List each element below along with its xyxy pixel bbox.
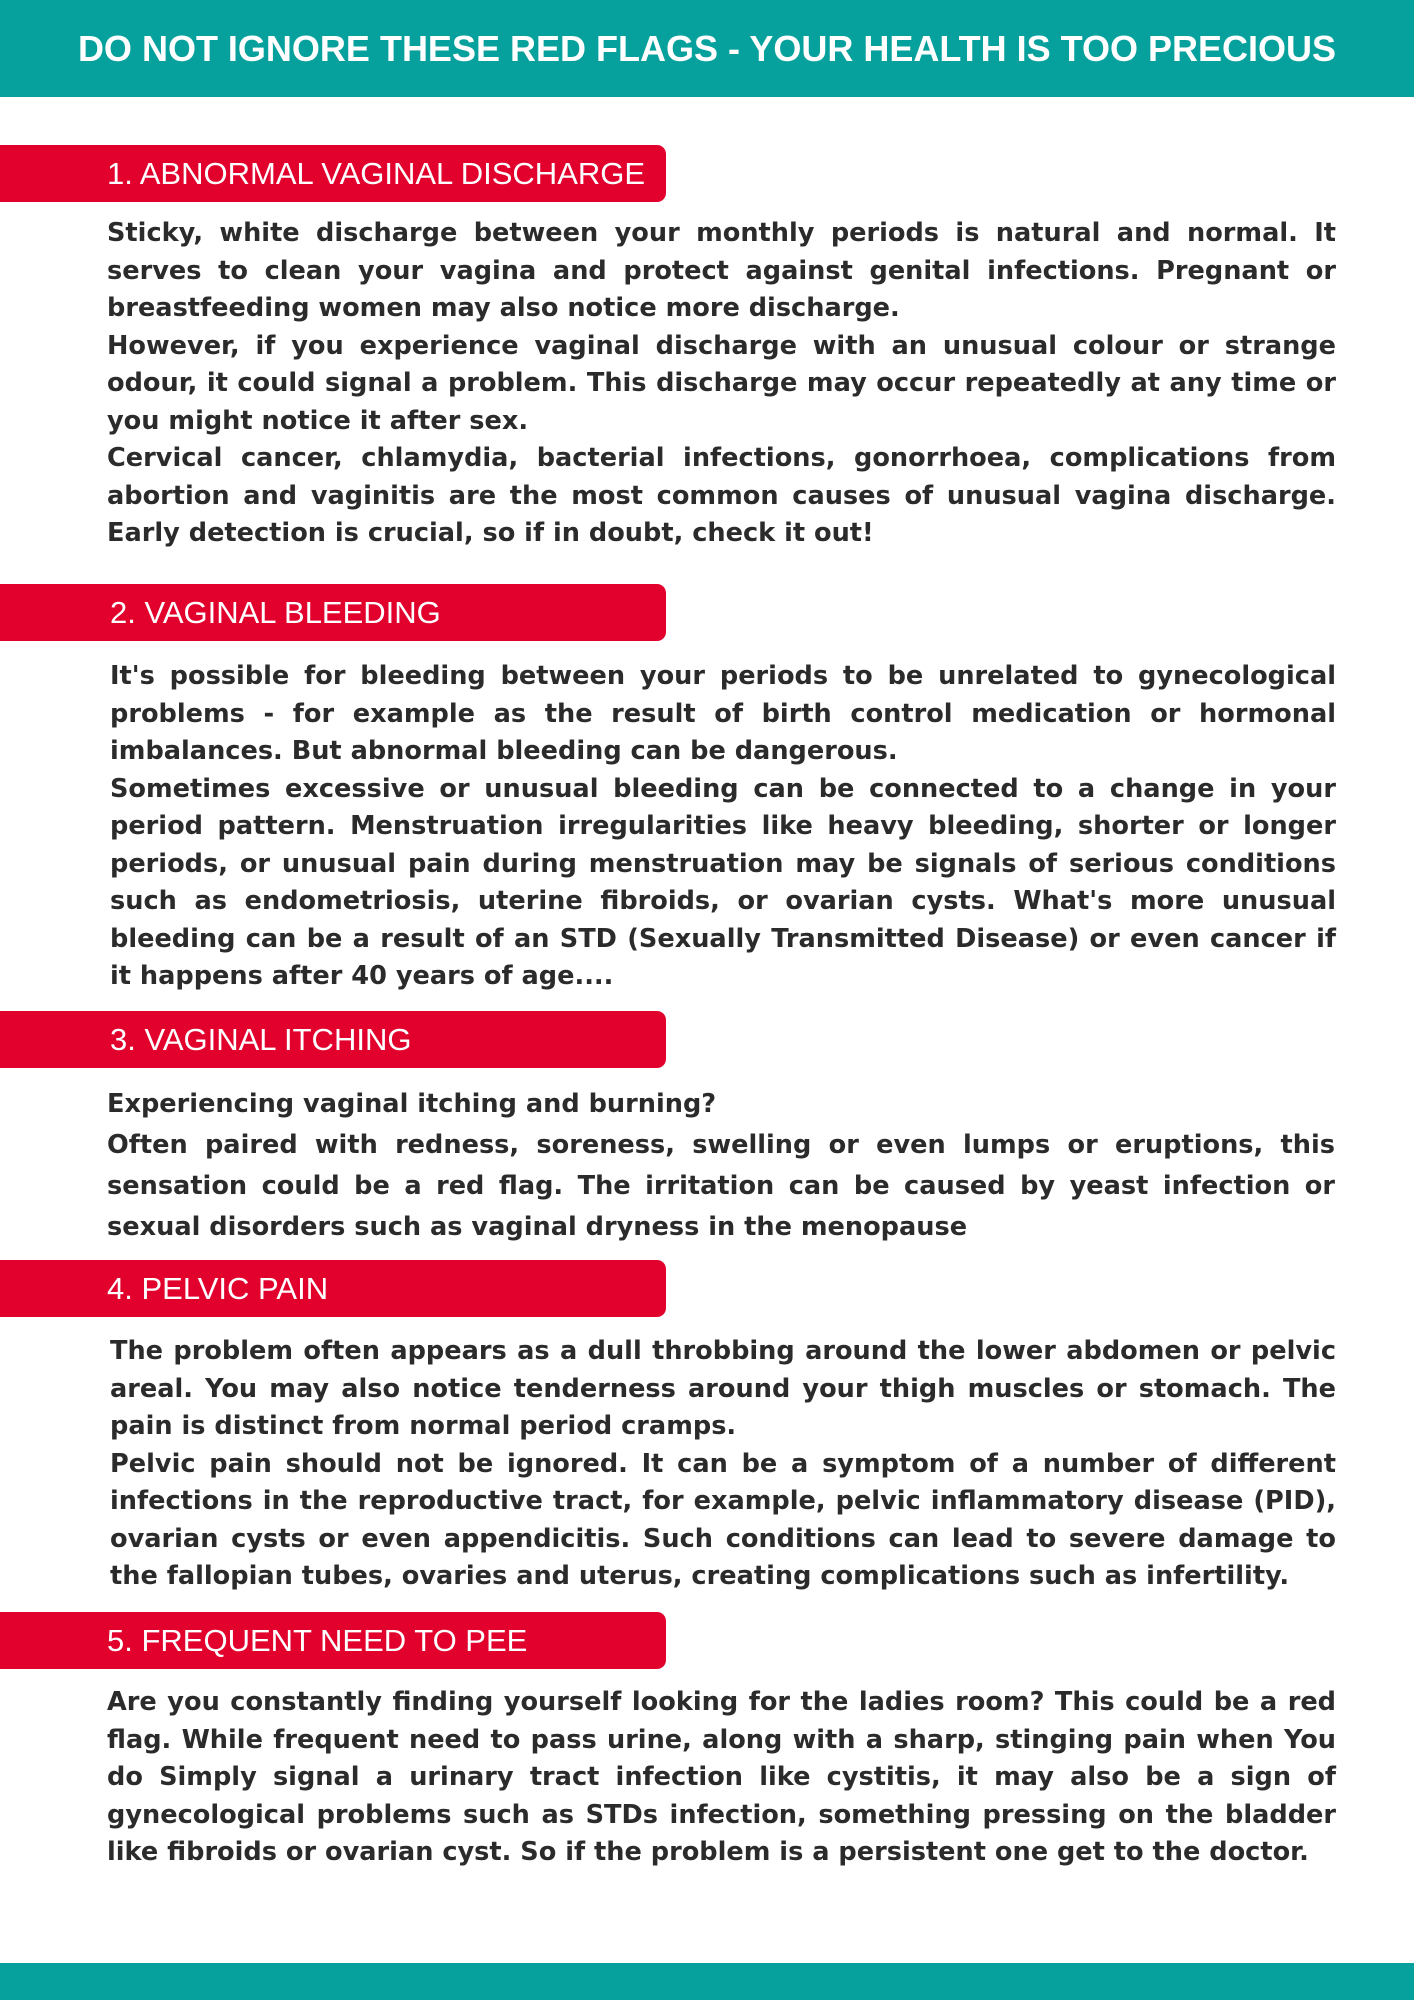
section-header-pelvic-pain bbox=[0, 1260, 666, 1317]
section-heading: 5. FREQUENT NEED TO PEE bbox=[107, 1622, 528, 1658]
section-header-vaginal-bleeding bbox=[0, 584, 666, 641]
section-heading: 4. PELVIC PAIN bbox=[107, 1270, 329, 1306]
top-banner bbox=[0, 0, 1414, 97]
section-body-vaginal-itching bbox=[107, 1084, 1335, 1248]
paragraph: Are you constantly finding yourself looking for the ladies room? This could be a red flag. While frequent need to pass urine, along with a sharp, stinging pain when You do Simply signal a urinary tract infection like cystitis, it may also be a sign of gynecological problems such as STDs infection, something pressing on the bladder like fibroids or ovarian cyst. So if the problem is a persistent one get to the doctor. bbox=[107, 1687, 1336, 1867]
section-header-abnormal-discharge bbox=[0, 145, 666, 202]
paragraph: The problem often appears as a dull throbbing around the lower abdomen or pelvic areal. You may also notice tenderness around your thigh muscles or stomach. The pain is distinct from normal period cramps. bbox=[110, 1336, 1336, 1441]
paragraph: Often paired with redness, soreness, swelling or even lumps or eruptions, this sensation could be a red flag. The irritation can be caused by yeast infection or sexual disorders such as vaginal dryness in the menopause bbox=[107, 1130, 1335, 1242]
section-heading: 2. VAGINAL BLEEDING bbox=[110, 594, 441, 630]
paragraph: Experiencing vaginal itching and burning? bbox=[107, 1089, 717, 1119]
paragraph: Cervical cancer, chlamydia, bacterial infections, gonorrhoea, complications from abortion and vaginitis are the most common causes of unusual vagina discharge. Early detection is crucial, so if in doubt, check it out! bbox=[107, 443, 1336, 548]
section-body-vaginal-bleeding bbox=[110, 658, 1336, 996]
section-heading: 1. ABNORMAL VAGINAL DISCHARGE bbox=[107, 155, 646, 191]
section-header-vaginal-itching bbox=[0, 1011, 666, 1068]
section-body-abnormal-discharge bbox=[107, 215, 1336, 553]
paragraph: Pelvic pain should not be ignored. It can be a symptom of a number of different infections in the reproductive tract, for example, pelvic inflammatory disease (PID), ovarian cysts or even appendicitis. Such conditions can lead to severe damage to the fallopian tubes, ovaries and uterus, creating complications such as infertility. bbox=[110, 1448, 1336, 1591]
bottom-bar bbox=[0, 1963, 1414, 2000]
page-title: DO NOT IGNORE THESE RED FLAGS - YOUR HEALTH IS TOO PRECIOUS bbox=[77, 27, 1337, 69]
section-body-frequent-pee bbox=[107, 1684, 1336, 1872]
paragraph: However, if you experience vaginal discharge with an unusual colour or strange odour, it could signal a problem. This discharge may occur repeatedly at any time or you might notice it after sex. bbox=[107, 330, 1336, 436]
section-body-pelvic-pain bbox=[110, 1333, 1336, 1596]
section-heading: 3. VAGINAL ITCHING bbox=[110, 1021, 412, 1057]
section-header-frequent-pee bbox=[0, 1612, 666, 1669]
paragraph: Sticky, white discharge between your monthly periods is natural and normal. It serves to clean your vagina and protect against genital infections. Pregnant or breastfeeding women may also notice more discharge. bbox=[107, 218, 1336, 323]
paragraph: Sometimes excessive or unusual bleeding can be connected to a change in your period pattern. Menstruation irregularities like heavy bleeding, shorter or longer periods, or unusual pain during menstruation may be signals of serious conditions such as endometriosis, uterine fibroids, or ovarian cysts. What's more unusual bleeding can be a result of an STD (Sexually Transmitted Disease) or even cancer if it happens after 40 years of age.... bbox=[110, 773, 1336, 991]
paragraph: It's possible for bleeding between your periods to be unrelated to gynecological problems - for example as the result of birth control medication or hormonal imbalances. But abnormal bleeding can be dangerous. bbox=[110, 661, 1336, 766]
